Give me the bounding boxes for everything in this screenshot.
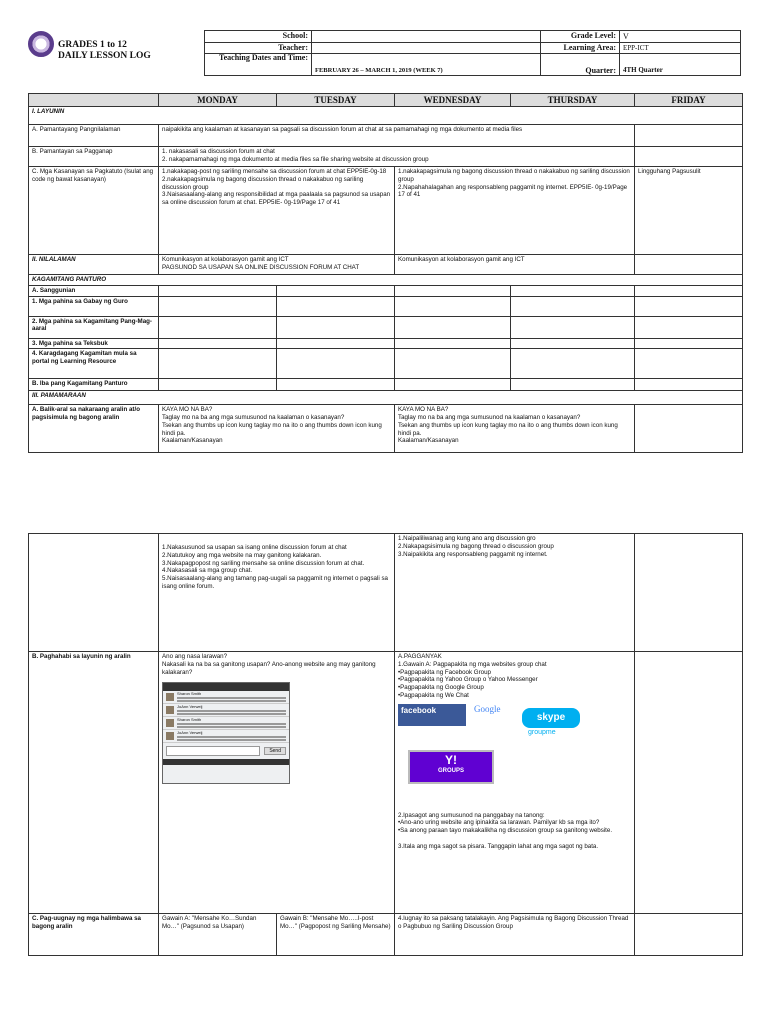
paghahabi-friday bbox=[635, 652, 743, 914]
day-thursday: THURSDAY bbox=[511, 94, 635, 107]
school-value bbox=[312, 31, 541, 43]
pamamaraan-label: III. PAMAMARAAN bbox=[29, 391, 743, 405]
website-logos-image bbox=[398, 704, 631, 802]
corner-cell bbox=[29, 94, 159, 107]
kasanayan-monday: 1.nakakapag-post ng sariling mensahe sa discussion forum at chat EPP5IE-0g-18 2.nakakapagsimula ng bagong discussion thread o nakakabuo ng sariling discussion group 3.Naisasaalang-alang ang responsibilidad at mga paalaala sa pagsunod sa usapan sa online discussion forum at chat. EPP5IE- 0g-19/Page 17 of 41 bbox=[159, 167, 395, 255]
cell bbox=[277, 316, 395, 338]
cell bbox=[635, 379, 743, 391]
deped-seal-icon bbox=[28, 31, 54, 57]
cont-wednesday: 1.Naipaliliwanag ang kung ano ang discussion gro 2.Nakapagsisimula ng bagong thread o discussion group 3.Naipakikita ang responsableng paggamit ng internet. bbox=[395, 534, 635, 652]
cell bbox=[635, 349, 743, 379]
cell bbox=[511, 296, 635, 316]
avatar bbox=[166, 706, 174, 714]
cell bbox=[159, 349, 277, 379]
yahoo-logo-text: Y! bbox=[445, 752, 457, 767]
pagganap-label: B. Pamantayan sa Pagganap bbox=[29, 147, 159, 167]
day-wednesday: WEDNESDAY bbox=[395, 94, 511, 107]
chat-bottom-bar bbox=[163, 759, 289, 765]
kagamitan-label: KAGAMITANG PANTURO bbox=[29, 275, 743, 286]
cell bbox=[635, 296, 743, 316]
cell bbox=[511, 379, 635, 391]
cell bbox=[159, 296, 277, 316]
chat-message bbox=[163, 704, 289, 717]
kagamitang-pang-label: 2. Mga pahina sa Kagamitang Pang-Mag-aaral bbox=[29, 316, 159, 338]
cell bbox=[159, 316, 277, 338]
pagganap-friday bbox=[635, 147, 743, 167]
cell bbox=[277, 338, 395, 349]
cell bbox=[159, 338, 277, 349]
quarter-label: Quarter: bbox=[541, 54, 620, 76]
chat-name: Sharon Smith bbox=[177, 717, 202, 723]
avatar bbox=[166, 732, 174, 740]
cell bbox=[277, 379, 395, 391]
cell bbox=[511, 349, 635, 379]
cell bbox=[511, 316, 635, 338]
paghahabi-wednesday-bottom: 2.Ipasagot ang sumusunod na panggabay na tanong: •Ano-ano uring website ang ipinakita sa larawan. Pamilyar kb sa mga ito? •Sa anong paraan tayo makakalikha ng discussion group sa ganitong website. 3.Itala ang mga sagot sa pisara. Tanggapin lahat ang mga sagot ng bata. bbox=[398, 811, 613, 850]
chat-message bbox=[163, 717, 289, 730]
cell bbox=[395, 338, 511, 349]
chat-name: Sharon Smith bbox=[177, 691, 202, 697]
balik-aral-wednesday: KAYA MO NA BA? Taglay mo na ba ang mga sumusunod na kaalaman o kasanayan? Tsekan ang thumbs up icon kung taglay mo na ito o ang thumbs down icon kung hindi pa. Kaalaman/Kasanayan bbox=[395, 405, 635, 453]
quarter-value: 4TH Quarter bbox=[620, 54, 741, 76]
grade-level-label: Grade Level: bbox=[541, 31, 620, 43]
learning-area-label: Learning Area: bbox=[541, 43, 620, 54]
pamantayang-friday bbox=[635, 125, 743, 147]
school-label: School: bbox=[205, 31, 312, 43]
kasanayan-friday: Lingguhang Pagsusulit bbox=[635, 167, 743, 255]
paguugnay-tuesday: Gawain B: "Mensahe Mo…..I-post Mo…" (Pagpopost ng Sariling Mensahe) bbox=[277, 914, 395, 956]
nilalaman-wednesday: Komunikasyon at kolaborasyon gamit ang ICT bbox=[395, 255, 635, 275]
iba-label: B. Iba pang Kagamitang Panturo bbox=[29, 379, 159, 391]
learning-area-value: EPP-ICT bbox=[620, 43, 741, 54]
chat-name: JoAnn Verwelj bbox=[177, 730, 203, 736]
pagganap-text: 1. nakasasali sa discussion forum at chat 2. nakapamamahagi ng mga dokumento at media files sa file sharing website at discussion group bbox=[159, 147, 635, 167]
cont-friday bbox=[635, 534, 743, 652]
chat-input bbox=[166, 746, 260, 756]
cell bbox=[395, 349, 511, 379]
cell bbox=[511, 338, 635, 349]
header-info-table bbox=[204, 30, 741, 76]
day-monday: MONDAY bbox=[159, 94, 277, 107]
chat-message bbox=[163, 691, 289, 704]
cell bbox=[635, 285, 743, 296]
kasanayan-wednesday: 1.nakakapagsimula ng bagong discussion thread o nakakabuo ng sariling discussion group 2.Napahahalagahan ang responsableng paggamit ng internet. EPP5IE- 0g-19/Page 17 of 41 bbox=[395, 167, 635, 255]
cont-monday: 1.Nakasusunod sa usapan sa isang online discussion forum at chat 2.Natutukoy ang mga website na may ganitong kalakaran. 3.Nakapagpopost ng sariling mensahe sa online discussion forum at chat. 4.Nakasasali sa mga group chat. 5.Naisasaalang-alang ang tamang pag-uugali sa paggamit ng internet o pagsali sa isang online forum. bbox=[159, 534, 395, 652]
cell bbox=[395, 285, 511, 296]
cell bbox=[511, 285, 635, 296]
document-title bbox=[58, 40, 151, 63]
paguugnay-monday: Gawain A: "Mensahe Ko…Sundan Mo…" (Pagsunod sa Usapan) bbox=[159, 914, 277, 956]
kasanayan-label: C. Mga Kasanayan sa Pagkatuto (Isulat ang code ng bawat kasanayan) bbox=[29, 167, 159, 255]
lesson-log-table bbox=[28, 93, 743, 453]
cell bbox=[277, 285, 395, 296]
chat-send-button: Send bbox=[264, 747, 286, 755]
groupme-logo-icon: groupme bbox=[528, 728, 556, 736]
paghahabi-wednesday-top: A.PAGGANYAK 1.Gawain A: Pagpapakita ng mga websites group chat •Pagpapakita ng Facebook Group •Pagpapakita ng Yahoo Group o Yahoo Messenger •Pagpapakita ng Google Group •Pagpapakita ng We Chat bbox=[398, 653, 547, 699]
cell bbox=[395, 316, 511, 338]
teacher-label: Teacher: bbox=[205, 43, 312, 54]
day-tuesday: TUESDAY bbox=[277, 94, 395, 107]
cell bbox=[635, 316, 743, 338]
cell bbox=[635, 338, 743, 349]
title-line-1: GRADES 1 to 12 bbox=[58, 40, 127, 50]
sanggunian-label: A. Sanggunian bbox=[29, 285, 159, 296]
cont-label bbox=[29, 534, 159, 652]
paghahabi-monday bbox=[159, 652, 395, 914]
cell bbox=[159, 379, 277, 391]
chat-name: JoAnn Verwelj bbox=[177, 704, 203, 710]
balik-aral-monday: KAYA MO NA BA? Taglay mo na ba ang mga sumusunod na kaalaman o kasanayan? Tsekan ang thumbs up icon kung taglay mo na ito o ang thumbs down icon kung hindi pa. Kaalaman/Kasanayan bbox=[159, 405, 395, 453]
grade-level-value: V bbox=[620, 31, 741, 43]
section-layunin: I. LAYUNIN bbox=[29, 107, 743, 125]
groups-logo-text: GROUPS bbox=[437, 767, 464, 774]
nilalaman-label: II. NILALAMAN bbox=[29, 255, 159, 275]
google-logo-icon: Google bbox=[474, 703, 501, 714]
paguugnay-wednesday: 4.Iugnay ito sa paksang tatalakayin. Ang Pagsisimula ng Bagong Discussion Thread o Pagbubuo ng Sariling Discussion Group bbox=[395, 914, 635, 956]
paguugnay-friday bbox=[635, 914, 743, 956]
teksbuk-label: 3. Mga pahina sa Teksbuk bbox=[29, 338, 159, 349]
paguugnay-label: C. Pag-uugnay ng mga halimbawa sa bagong aralin bbox=[29, 914, 159, 956]
avatar bbox=[166, 719, 174, 727]
avatar bbox=[166, 693, 174, 701]
gabay-label: 1. Mga pahina sa Gabay ng Guro bbox=[29, 296, 159, 316]
teaching-dates-label: Teaching Dates and Time: bbox=[205, 54, 312, 76]
pamantayang-text: naipakikita ang kaalaman at kasanayan sa pagsali sa discussion forum at chat at sa pamamahagi ng mga dokumento at media files bbox=[159, 125, 635, 147]
paghahabi-monday-text: Ano ang nasa larawan? Nakasali ka na ba sa ganitong usapan? Ano-anong website ang may ganitong kalakaran? bbox=[162, 653, 376, 676]
skype-logo-icon: skype bbox=[522, 708, 580, 728]
teaching-dates-value: FEBRUARY 26 – MARCH 1, 2019 (WEEK 7) bbox=[312, 54, 541, 76]
cell bbox=[277, 296, 395, 316]
cell bbox=[277, 349, 395, 379]
chat-compose bbox=[163, 743, 289, 759]
paghahabi-wednesday bbox=[395, 652, 635, 914]
balik-aral-label: A. Balik-aral sa nakaraang aralin at/o pagsisimula ng bagong aralin bbox=[29, 405, 159, 453]
nilalaman-friday bbox=[635, 255, 743, 275]
teacher-value bbox=[312, 43, 541, 54]
balik-aral-friday bbox=[635, 405, 743, 453]
cell bbox=[395, 296, 511, 316]
karagdagang-label: 4. Karagdagang Kagamitan mula sa portal ng Learning Resource bbox=[29, 349, 159, 379]
pamantayang-label: A. Pamantayang Pangnilalaman bbox=[29, 125, 159, 147]
day-friday: FRIDAY bbox=[635, 94, 743, 107]
paghahabi-label: B. Paghahabi sa layunin ng aralin bbox=[29, 652, 159, 914]
cell bbox=[395, 379, 511, 391]
facebook-logo-icon: facebook bbox=[398, 704, 466, 726]
yahoo-groups-logo-icon bbox=[408, 750, 494, 784]
title-line-2: DAILY LESSON LOG bbox=[58, 51, 151, 62]
chat-message bbox=[163, 730, 289, 743]
nilalaman-monday: Komunikasyon at kolaborasyon gamit ang ICT PAGSUNOD SA USAPAN SA ONLINE DISCUSSION FORUM AT CHAT bbox=[159, 255, 395, 275]
lesson-log-table-continued bbox=[28, 533, 743, 956]
chat-top-bar bbox=[163, 683, 289, 691]
chat-screenshot-image bbox=[162, 682, 290, 784]
cell bbox=[159, 285, 277, 296]
